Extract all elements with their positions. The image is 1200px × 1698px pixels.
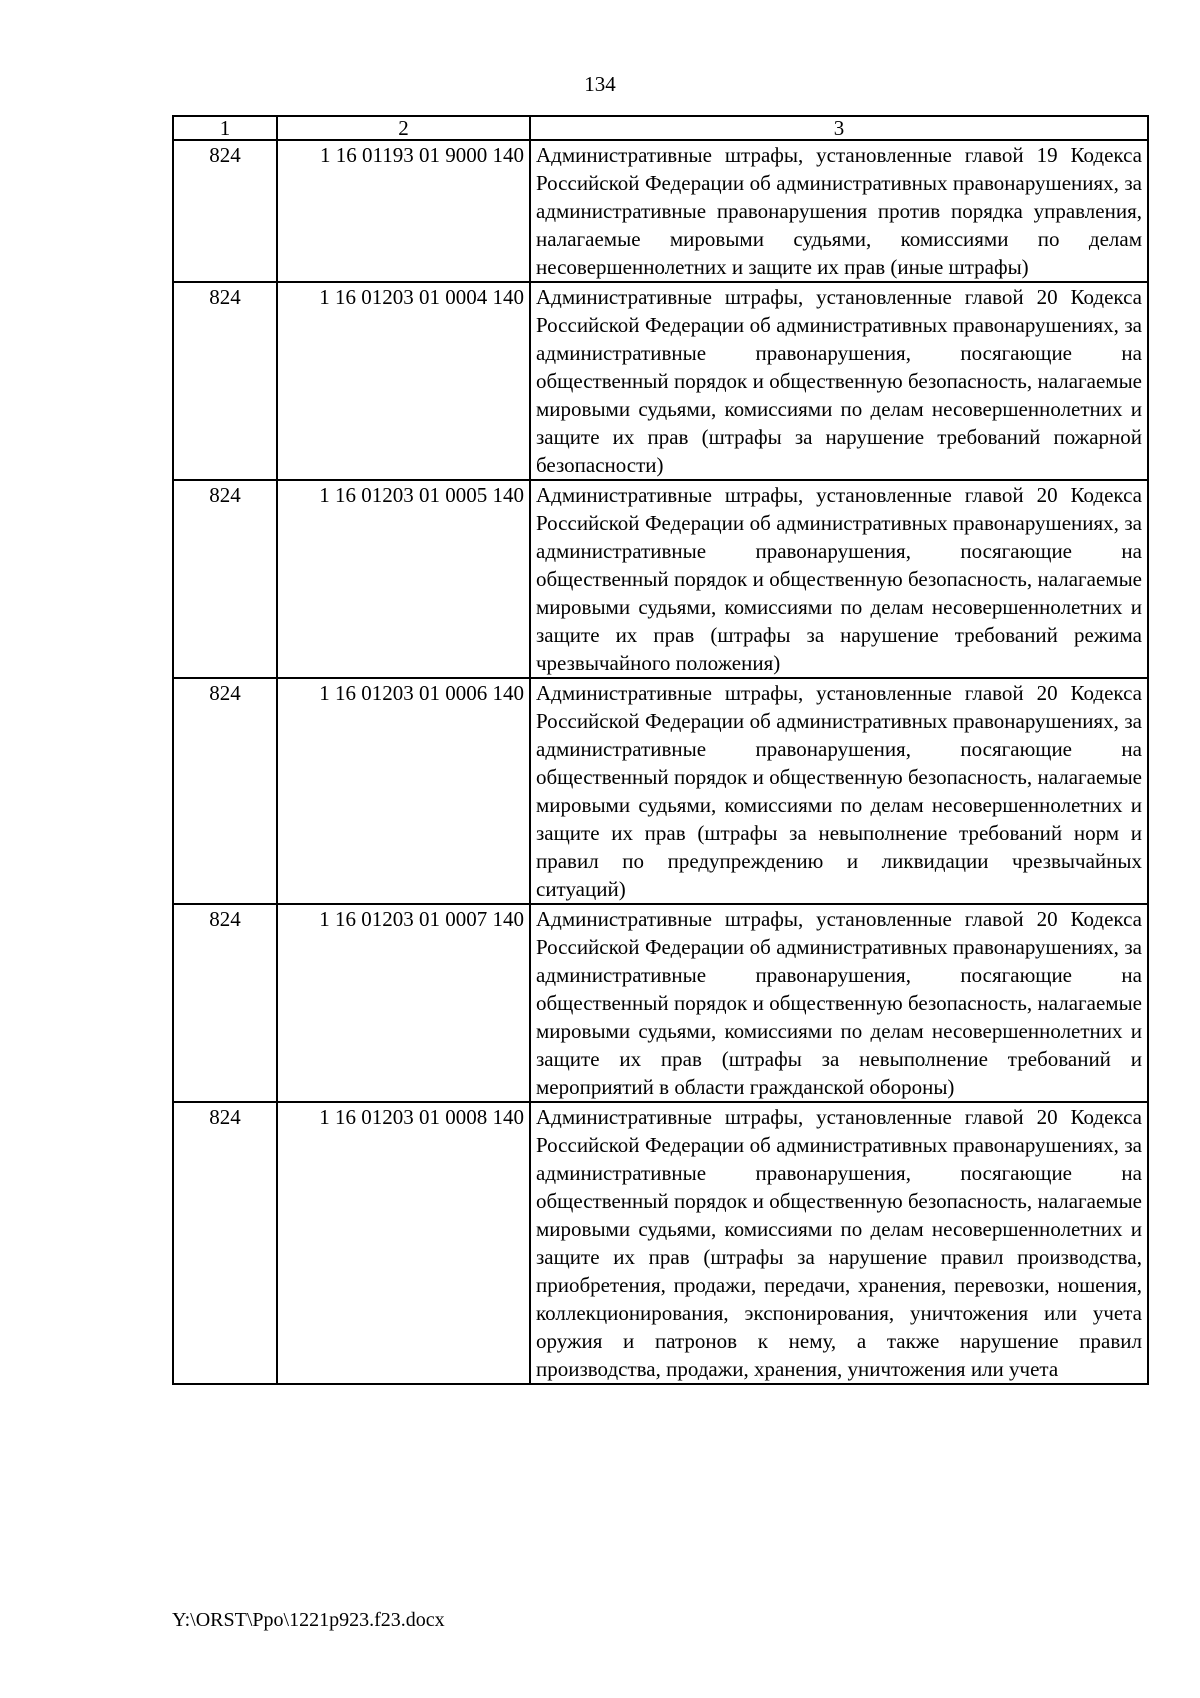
kbk-code-cell: 1 16 01203 01 0005 140: [277, 480, 530, 678]
kbk-code-cell: 1 16 01203 01 0007 140: [277, 904, 530, 1102]
admin-code-cell: 824: [173, 282, 277, 480]
description-cell: Административные штрафы, установленные главой 20 Кодекса Российской Федерации об административных правонарушениях, за административные правонарушения, посягающие на общественный порядок и общественную безопасность, налагаемые мировыми судьями, комиссиями по делам несовершеннолетних и защите их прав (штрафы за невыполнение требований и мероприятий в области гражданской обороны): [530, 904, 1148, 1102]
admin-code-cell: 824: [173, 904, 277, 1102]
document-file-path: Y:\ORST\Ppo\1221p923.f23.docx: [172, 1609, 445, 1631]
table-row: [173, 904, 1148, 1102]
kbk-code-cell: 1 16 01203 01 0004 140: [277, 282, 530, 480]
page-number: 134: [584, 72, 616, 96]
kbk-code-cell: 1 16 01203 01 0006 140: [277, 678, 530, 904]
admin-code-cell: 824: [173, 1102, 277, 1384]
column-header-3: 3: [530, 116, 1148, 140]
budget-codes-table: [172, 115, 1149, 1385]
table-row: [173, 1102, 1148, 1384]
admin-code-cell: 824: [173, 140, 277, 282]
description-cell: Административные штрафы, установленные главой 20 Кодекса Российской Федерации об административных правонарушениях, за административные правонарушения, посягающие на общественный порядок и общественную безопасность, налагаемые мировыми судьями, комиссиями по делам несовершеннолетних и защите их прав (штрафы за нарушение требований режима чрезвычайного положения): [530, 480, 1148, 678]
admin-code-cell: 824: [173, 678, 277, 904]
admin-code-cell: 824: [173, 480, 277, 678]
description-cell: Административные штрафы, установленные главой 20 Кодекса Российской Федерации об административных правонарушениях, за административные правонарушения, посягающие на общественный порядок и общественную безопасность, налагаемые мировыми судьями, комиссиями по делам несовершеннолетних и защите их прав (штрафы за нарушение правил производства, приобретения, продажи, передачи, хранения, перевозки, ношения, коллекционирования, экспонирования, уничтожения или учета оружия и патронов к нему, а также нарушение правил производства, продажи, хранения, уничтожения или учета: [530, 1102, 1148, 1384]
table-row: [173, 678, 1148, 904]
table-row: [173, 140, 1148, 282]
table-header-row: [173, 116, 1148, 140]
description-cell: Административные штрафы, установленные главой 20 Кодекса Российской Федерации об административных правонарушениях, за административные правонарушения, посягающие на общественный порядок и общественную безопасность, налагаемые мировыми судьями, комиссиями по делам несовершеннолетних и защите их прав (штрафы за нарушение требований пожарной безопасности): [530, 282, 1148, 480]
description-cell: Административные штрафы, установленные главой 19 Кодекса Российской Федерации об административных правонарушениях, за административные правонарушения против порядка управления, налагаемые мировыми судьями, комиссиями по делам несовершеннолетних и защите их прав (иные штрафы): [530, 140, 1148, 282]
column-header-2: 2: [277, 116, 530, 140]
description-cell: Административные штрафы, установленные главой 20 Кодекса Российской Федерации об административных правонарушениях, за административные правонарушения, посягающие на общественный порядок и общественную безопасность, налагаемые мировыми судьями, комиссиями по делам несовершеннолетних и защите их прав (штрафы за невыполнение требований норм и правил по предупреждению и ликвидации чрезвычайных ситуаций): [530, 678, 1148, 904]
kbk-code-cell: 1 16 01203 01 0008 140: [277, 1102, 530, 1384]
table-row: [173, 480, 1148, 678]
column-header-1: 1: [173, 116, 277, 140]
kbk-code-cell: 1 16 01193 01 9000 140: [277, 140, 530, 282]
table-row: [173, 282, 1148, 480]
